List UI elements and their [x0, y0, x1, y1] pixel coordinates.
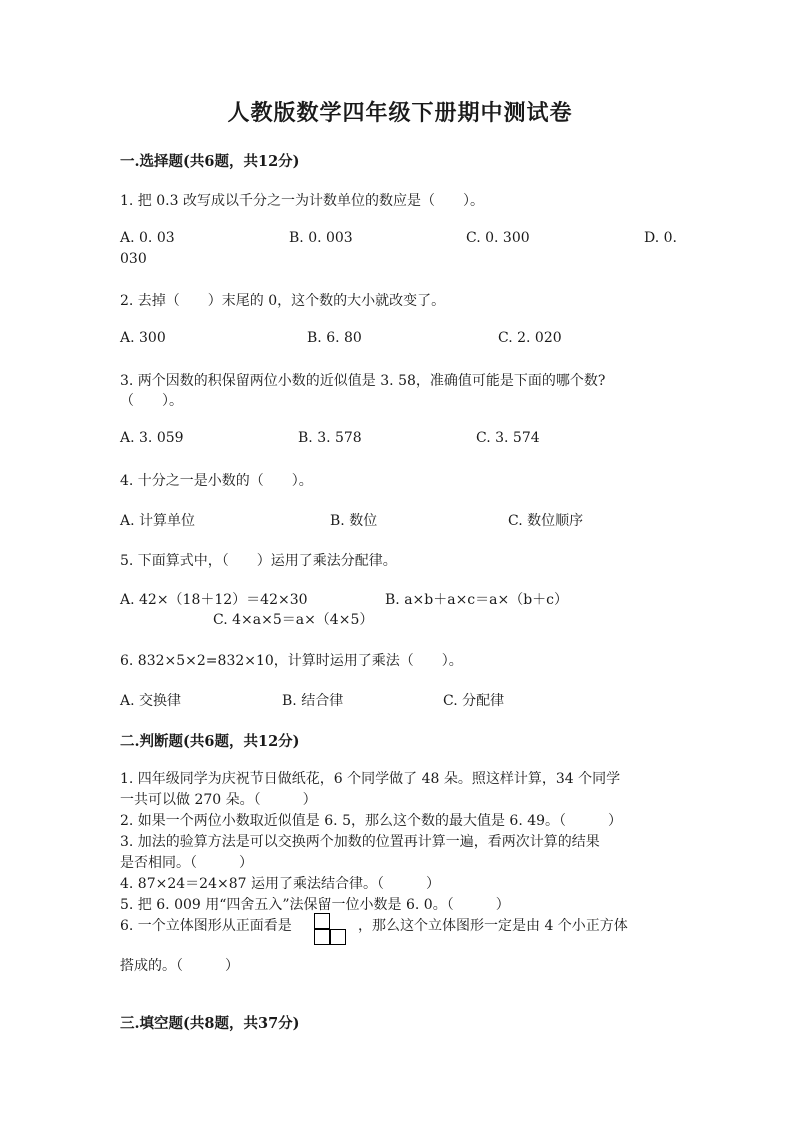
- choice-2-option-c: C. 2. 020: [498, 330, 562, 346]
- judge-question-6-continued: ，那么这个立体图形一定是由 4 个小正方体: [358, 918, 628, 934]
- choice-question-3: 3. 两个因数的积保留两位小数的近似值是 3. 58，准确值可能是下面的哪个数?: [120, 373, 606, 389]
- judge-question-6: 6. 一个立体图形从正面看是: [120, 918, 292, 934]
- choice-question-6: 6. 832×5×2=832×10，计算时运用了乘法（ ）。: [120, 653, 463, 669]
- choice-5-option-b: B. a×b＋a×c＝a×（b＋c）: [385, 592, 569, 608]
- page-title: 人教版数学四年级下册期中测试卷: [227, 100, 573, 126]
- judge-question-4: 4. 87×24＝24×87 运用了乘法结合律。（ ）: [120, 876, 440, 892]
- figure-square-bottom-right: [330, 929, 346, 945]
- choice-question-1: 1. 把 0.3 改写成以千分之一为计数单位的数应是（ ）。: [120, 193, 484, 209]
- choice-5-option-c: C. 4×a×5＝a×（4×5）: [213, 612, 374, 628]
- choice-1-option-a: A. 0. 03: [120, 230, 175, 246]
- judge-question-3-continued: 是否相同。（ ）: [120, 855, 253, 871]
- choice-1-option-b: B. 0. 003: [289, 230, 353, 246]
- choice-2-option-b: B. 6. 80: [307, 330, 362, 346]
- section-heading-fill: 三.填空题(共8题，共37分): [120, 1015, 300, 1032]
- judge-question-5: 5. 把 6. 009 用“四舍五入”法保留一位小数是 6. 0。（ ）: [120, 897, 510, 913]
- choice-question-2: 2. 去掉（ ）末尾的 0，这个数的大小就改变了。: [120, 293, 446, 309]
- choice-1-option-d: D. 0.: [644, 230, 677, 246]
- choice-question-4: 4. 十分之一是小数的（ ）。: [120, 473, 313, 489]
- choice-4-option-a: A. 计算单位: [120, 513, 196, 529]
- judge-question-3: 3. 加法的验算方法是可以交换两个加数的位置再计算一遍，看两次计算的结果: [120, 834, 600, 850]
- judge-question-1-continued: 一共可以做 270 朵。（ ）: [120, 792, 317, 808]
- choice-6-option-a: A. 交换律: [120, 693, 182, 709]
- choice-1-option-d-continued: 030: [120, 251, 147, 267]
- judge-question-1: 1. 四年级同学为庆祝节日做纸花，6 个同学做了 48 朵。照这样计算，34 个同学: [120, 771, 621, 787]
- figure-square-top: [314, 913, 330, 929]
- choice-3-option-b: B. 3. 578: [298, 430, 362, 446]
- choice-4-option-b: B. 数位: [330, 513, 378, 529]
- choice-5-option-a: A. 42×（18＋12）＝42×30: [120, 592, 308, 608]
- figure-square-bottom-left: [314, 929, 330, 945]
- choice-3-option-c: C. 3. 574: [476, 430, 540, 446]
- judge-question-6-end: 搭成的。（ ）: [120, 958, 239, 974]
- choice-2-option-a: A. 300: [120, 330, 166, 346]
- section-heading-choice: 一.选择题(共6题，共12分): [120, 153, 300, 170]
- choice-question-5: 5. 下面算式中，（ ）运用了乘法分配律。: [120, 553, 397, 569]
- choice-1-option-c: C. 0. 300: [466, 230, 530, 246]
- front-view-figure: [314, 913, 348, 947]
- choice-6-option-b: B. 结合律: [282, 693, 344, 709]
- choice-6-option-c: C. 分配律: [443, 693, 505, 709]
- choice-4-option-c: C. 数位顺序: [508, 513, 584, 529]
- section-heading-judge: 二.判断题(共6题，共12分): [120, 733, 300, 750]
- choice-3-option-a: A. 3. 059: [120, 430, 184, 446]
- judge-question-2: 2. 如果一个两位小数取近似值是 6. 5，那么这个数的最大值是 6. 49。（ ）: [120, 813, 623, 829]
- choice-question-3-blank: （ ）。: [120, 393, 183, 409]
